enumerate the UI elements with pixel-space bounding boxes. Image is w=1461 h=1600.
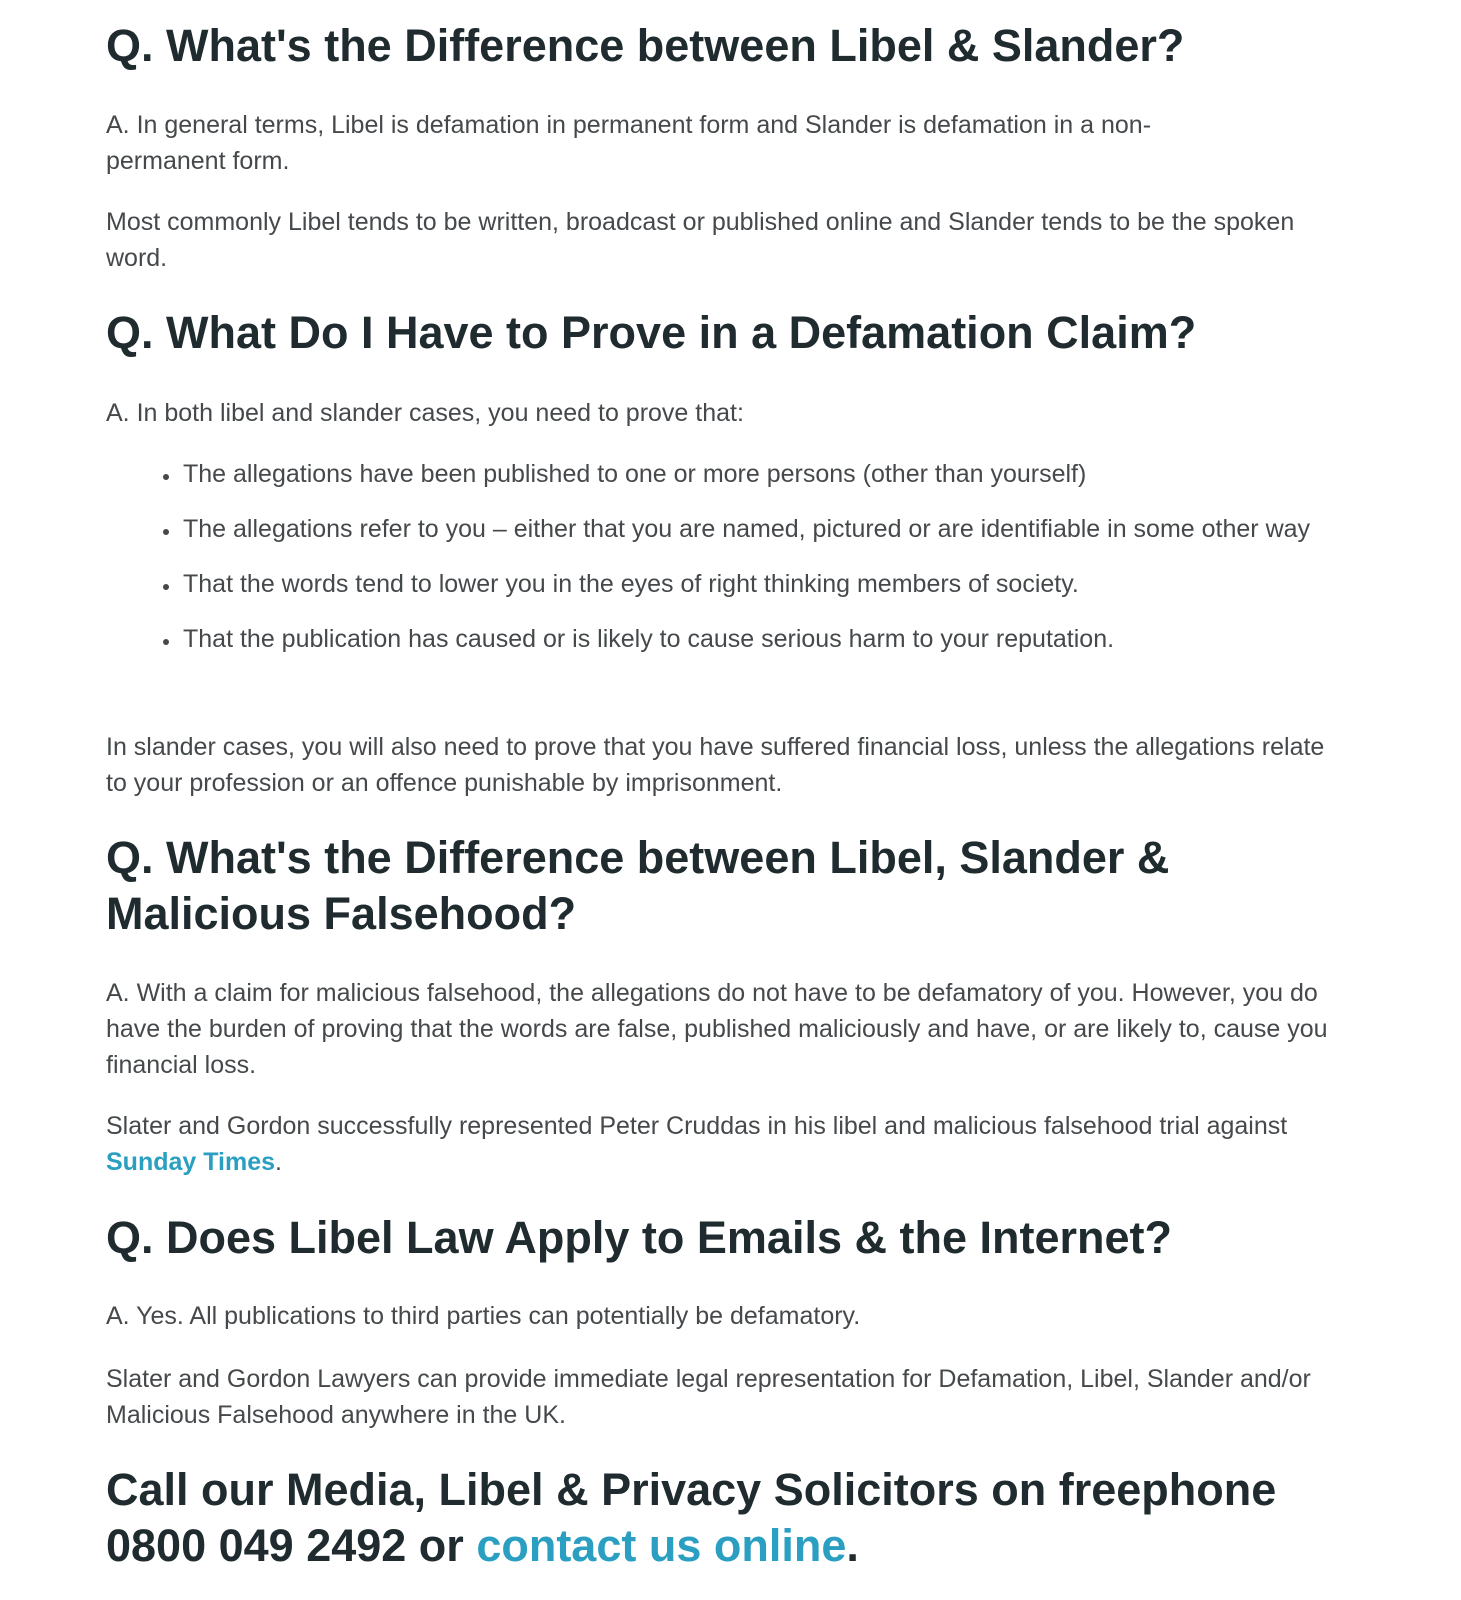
list-item: • That the publication has caused or is likely to cause serious harm to your reputation. — [181, 621, 1356, 657]
list-item: • That the words tend to lower you in the eyes of right thinking members of society. — [181, 566, 1356, 602]
trial-text-end: . — [275, 1148, 282, 1176]
cta-heading — [106, 1462, 1306, 1574]
requirements-list — [106, 456, 1356, 676]
list-item: • The allegations refer to you – either that you are named, pictured or are identifiable in some other way — [181, 511, 1356, 547]
cta-text-end: . — [846, 1520, 859, 1571]
answer-paragraph: In slander cases, you will also need to prove that you have suffered financial loss, unless the allegations relate to your profession or an offence punishable by imprisonment. — [106, 733, 1325, 797]
question-heading: Q. Does Libel Law Apply to Emails & the Internet? — [106, 1212, 1172, 1263]
answer-paragraph: Most commonly Libel tends to be written, broadcast or published online and Slander tends to be the spoken word. — [106, 208, 1295, 272]
answer-paragraph: A. In general terms, Libel is defamation in permanent form and Slander is defamation in a non-permanent form. — [106, 111, 1152, 175]
list-item: • The allegations have been published to one or more persons (other than yourself) — [181, 456, 1356, 492]
trial-paragraph — [106, 1108, 1306, 1180]
question-heading: Q. What's the Difference between Libel & Slander? — [106, 20, 1185, 71]
answer-paragraph: A. Yes. All publications to third parties can potentially be defamatory. — [106, 1302, 861, 1330]
sunday-times-link[interactable]: Sunday Times — [106, 1148, 276, 1176]
question-heading: Q. What Do I Have to Prove in a Defamation Claim? — [106, 307, 1197, 358]
contact-us-link[interactable]: contact us online — [476, 1520, 847, 1571]
cta-text: Call our Media, Libel & Privacy Solicitors on freephone 0800 049 2492 or — [106, 1464, 1277, 1571]
answer-paragraph: Slater and Gordon Lawyers can provide immediate legal representation for Defamation, Libel, Slander and/or Malicious Falsehood anywhere in the UK. — [106, 1365, 1311, 1429]
answer-intro: A. In both libel and slander cases, you need to prove that: — [106, 399, 744, 427]
trial-text: Slater and Gordon successfully represented Peter Cruddas in his libel and malicious falsehood trial against — [106, 1112, 1288, 1140]
answer-paragraph: A. With a claim for malicious falsehood, the allegations do not have to be defamatory of you. However, you do have the burden of proving that the words are false, published maliciously and have, or are likely to, cause you financial loss. — [106, 979, 1328, 1079]
question-heading: Q. What's the Difference between Libel, Slander & Malicious Falsehood? — [106, 832, 1170, 939]
